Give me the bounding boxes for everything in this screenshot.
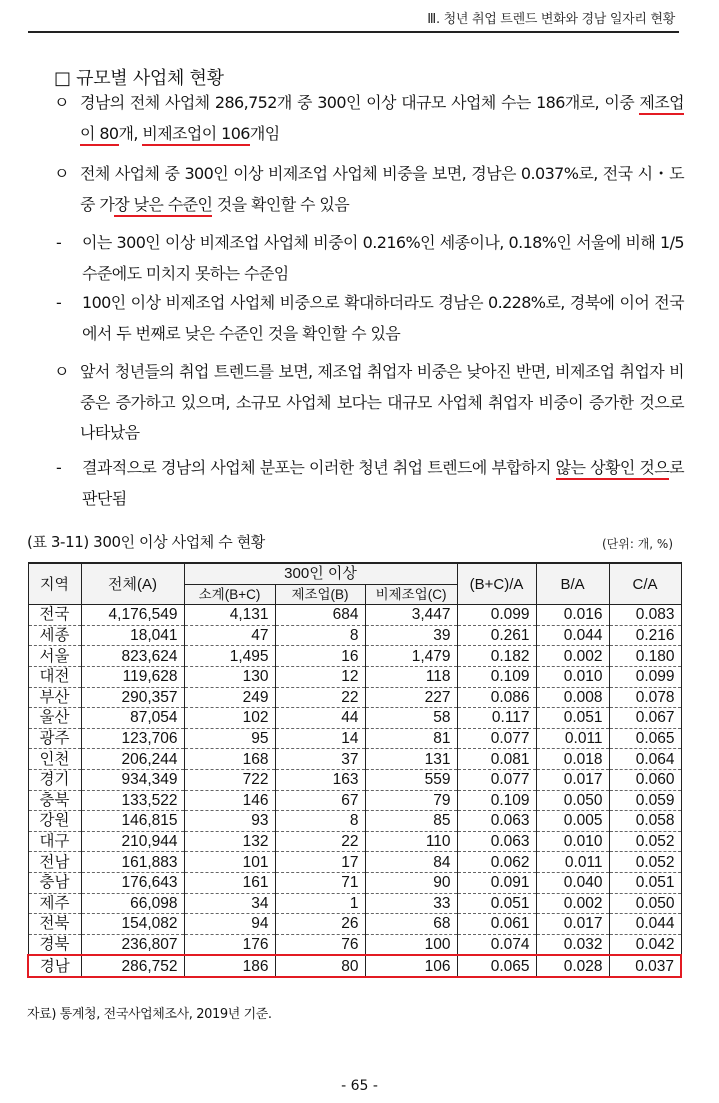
- table-cell: 0.011: [536, 728, 609, 749]
- header-total: 전체(A): [81, 563, 184, 605]
- text-segment: 결과적으로 경남의 사업체 분포는 이러한 청년 취업 트렌드에 부합하지: [82, 458, 556, 477]
- paragraph-5: [54, 357, 684, 449]
- table-cell: 0.216: [609, 625, 681, 646]
- table-cell: 0.058: [609, 811, 681, 832]
- table-row: [28, 749, 681, 770]
- table-cell: 93: [184, 811, 275, 832]
- table-cell: 132: [184, 831, 275, 852]
- table-cell: 146,815: [81, 811, 184, 832]
- paragraph-4: [56, 288, 684, 349]
- table-cell: 79: [365, 790, 457, 811]
- header-ratio-bc-a: (B+C)/A: [457, 563, 536, 605]
- table-cell: 37: [275, 749, 365, 770]
- table-cell: 0.050: [609, 893, 681, 914]
- table-cell: 0.077: [457, 728, 536, 749]
- running-header: Ⅲ. 청년 취업 트렌드 변화와 경남 일자리 현황: [427, 12, 675, 27]
- table-cell: 80: [275, 955, 365, 977]
- table-cell: 0.060: [609, 769, 681, 790]
- table-cell: 176,643: [81, 872, 184, 893]
- table-cell: 0.044: [536, 625, 609, 646]
- table-cell: 3,447: [365, 605, 457, 626]
- paragraph-1: [54, 88, 684, 149]
- table-cell: 0.261: [457, 625, 536, 646]
- table-cell-region: 전국: [28, 605, 81, 626]
- table-cell: 0.083: [609, 605, 681, 626]
- table-row: [28, 769, 681, 790]
- table-cell: 0.051: [457, 893, 536, 914]
- table-cell-region: 광주: [28, 728, 81, 749]
- table-cell: 290,357: [81, 687, 184, 708]
- table-cell: 161,883: [81, 852, 184, 873]
- table-row: [28, 790, 681, 811]
- table-cell: 0.067: [609, 708, 681, 729]
- table-cell: 0.180: [609, 646, 681, 667]
- text-segment: 것을 확인할 수 있음: [212, 194, 350, 214]
- table-cell: 236,807: [81, 934, 184, 955]
- paragraph-2: [54, 159, 684, 220]
- table-cell: 0.074: [457, 934, 536, 955]
- table-row: [28, 728, 681, 749]
- table-row: [28, 831, 681, 852]
- table-source: 자료) 통계청, 전국사업체조사, 2019년 기준.: [27, 1007, 272, 1022]
- table-cell: 8: [275, 811, 365, 832]
- table-cell: 934,349: [81, 769, 184, 790]
- table-cell: 102: [184, 708, 275, 729]
- table-cell: 0.063: [457, 831, 536, 852]
- table-cell: 0.182: [457, 646, 536, 667]
- paragraph-text: 이는 300인 이상 비제조업 사업체 비중이 0.216%인 세종이나, 0.18%인 서울에 비해 1/5 수준에도 미치지 못하는 수준임: [82, 233, 684, 283]
- red-underline-text: 제조업이 80: [80, 93, 684, 146]
- table-cell: 0.086: [457, 687, 536, 708]
- table-cell: 18,041: [81, 625, 184, 646]
- header-subtotal: 소계(B+C): [184, 584, 275, 605]
- table-cell: 130: [184, 666, 275, 687]
- red-underline-text: 않는 상황인 것으: [556, 458, 670, 480]
- table-cell: 0.091: [457, 872, 536, 893]
- table-cell: 1: [275, 893, 365, 914]
- table-cell: 4,176,549: [81, 605, 184, 626]
- table-cell-region: 충북: [28, 790, 81, 811]
- table-cell: 95: [184, 728, 275, 749]
- table-cell: 12: [275, 666, 365, 687]
- table-cell: 1,479: [365, 646, 457, 667]
- table-row: [28, 955, 681, 977]
- table-cell: 0.059: [609, 790, 681, 811]
- table-cell-region: 부산: [28, 687, 81, 708]
- table-cell: 33: [365, 893, 457, 914]
- table-cell: 0.109: [457, 666, 536, 687]
- table-cell: 0.002: [536, 646, 609, 667]
- text-segment: 로 판단됨: [82, 458, 685, 508]
- table-cell: 176: [184, 934, 275, 955]
- table-cell: 0.010: [536, 831, 609, 852]
- table-cell: 44: [275, 708, 365, 729]
- table-row: [28, 646, 681, 667]
- red-underline-text: 장 낮은 수준인: [114, 195, 212, 217]
- table-cell: 133,522: [81, 790, 184, 811]
- table-cell: 0.051: [536, 708, 609, 729]
- table-cell: 0.002: [536, 893, 609, 914]
- table-cell: 0.062: [457, 852, 536, 873]
- section-title: □ 규모별 사업체 현황: [54, 68, 224, 89]
- table-cell: 186: [184, 955, 275, 977]
- table-cell: 0.078: [609, 687, 681, 708]
- table-cell: 0.017: [536, 914, 609, 935]
- table-row: [28, 666, 681, 687]
- table-cell-region: 대전: [28, 666, 81, 687]
- table-cell: 0.077: [457, 769, 536, 790]
- table-cell: 67: [275, 790, 365, 811]
- table-cell: 0.037: [609, 955, 681, 977]
- table-cell: 206,244: [81, 749, 184, 770]
- table-cell: 119,628: [81, 666, 184, 687]
- table-cell: 0.040: [536, 872, 609, 893]
- text-segment: 전체 사업체 중 300인 이상 비제조업 사업체 비중을 보면, 경남은 0.037%로, 전국 시・도 중 가: [80, 164, 684, 214]
- table-row: [28, 625, 681, 646]
- table-row: [28, 811, 681, 832]
- paragraph-text: [82, 453, 684, 514]
- paragraph-text: 100인 이상 비제조업 사업체 비중으로 확대하더라도 경남은 0.228%로, 경북에 이어 전국에서 두 번째로 낮은 수준인 것을 확인할 수 있음: [82, 293, 684, 343]
- table-cell: 100: [365, 934, 457, 955]
- table-cell: 0.032: [536, 934, 609, 955]
- table-caption: (표 3-11) 300인 이상 사업체 수 현황: [27, 533, 265, 551]
- table-row: [28, 852, 681, 873]
- text-segment: 개임: [249, 123, 280, 143]
- table-cell: 4,131: [184, 605, 275, 626]
- table-cell: 0.016: [536, 605, 609, 626]
- table-cell: 286,752: [81, 955, 184, 977]
- table-cell: 123,706: [81, 728, 184, 749]
- table-cell: 14: [275, 728, 365, 749]
- table-cell: 22: [275, 687, 365, 708]
- header-non-manufacturing: 비제조업(C): [365, 584, 457, 605]
- table-row: [28, 605, 681, 626]
- table-unit: (단위: 개, %): [601, 537, 673, 551]
- header-ratio-b-a: B/A: [536, 563, 609, 605]
- dash-bullet: -: [56, 293, 62, 312]
- table-cell: 26: [275, 914, 365, 935]
- table-cell: 210,944: [81, 831, 184, 852]
- table-cell-region: 전북: [28, 914, 81, 935]
- table-cell: 94: [184, 914, 275, 935]
- header-region: 지역: [28, 563, 81, 605]
- table-cell: 0.081: [457, 749, 536, 770]
- table-cell: 71: [275, 872, 365, 893]
- red-underline-text: 비제조업이 106: [142, 124, 250, 146]
- table-cell-region: 인천: [28, 749, 81, 770]
- circle-bullet: ㅇ: [54, 164, 69, 183]
- table-cell: 81: [365, 728, 457, 749]
- table-cell: 58: [365, 708, 457, 729]
- table-cell: 47: [184, 625, 275, 646]
- table-cell: 684: [275, 605, 365, 626]
- table-cell: 0.099: [457, 605, 536, 626]
- paragraph-text: 앞서 청년들의 취업 트렌드를 보면, 제조업 취업자 비중은 낮아진 반면, 비제조업 취업자 비중은 증가하고 있으며, 소규모 사업체 보다는 대규모 사업체 취업자 비중이 증가한 것으로 나타났음: [80, 362, 684, 442]
- table-cell: 0.099: [609, 666, 681, 687]
- table-cell: 0.064: [609, 749, 681, 770]
- text-segment: 개,: [118, 123, 143, 143]
- table-cell: 154,082: [81, 914, 184, 935]
- circle-bullet: ㅇ: [54, 93, 69, 112]
- header-rule: [28, 31, 679, 33]
- table-cell: 168: [184, 749, 275, 770]
- table-cell: 110: [365, 831, 457, 852]
- table-row: [28, 914, 681, 935]
- table-cell-region: 경북: [28, 934, 81, 955]
- table-cell: 0.005: [536, 811, 609, 832]
- paragraph-3: [56, 228, 684, 289]
- table-cell: 8: [275, 625, 365, 646]
- header-300-plus: 300인 이상: [184, 563, 457, 584]
- table-cell: 0.065: [457, 955, 536, 977]
- table-row: [28, 893, 681, 914]
- table-cell: 101: [184, 852, 275, 873]
- table-cell-region: 서울: [28, 646, 81, 667]
- table-cell: 66,098: [81, 893, 184, 914]
- table-cell: 0.109: [457, 790, 536, 811]
- table-cell: 68: [365, 914, 457, 935]
- table-cell: 118: [365, 666, 457, 687]
- table-cell: 0.044: [609, 914, 681, 935]
- table-cell: 1,495: [184, 646, 275, 667]
- table-cell: 17: [275, 852, 365, 873]
- table-cell: 0.042: [609, 934, 681, 955]
- table-cell: 0.008: [536, 687, 609, 708]
- table-cell: 0.011: [536, 852, 609, 873]
- paragraph-6: [56, 453, 684, 514]
- table-cell: 0.117: [457, 708, 536, 729]
- table-cell: 0.051: [609, 872, 681, 893]
- table-cell-region: 충남: [28, 872, 81, 893]
- table-cell: 106: [365, 955, 457, 977]
- table-row: [28, 872, 681, 893]
- table-cell: 76: [275, 934, 365, 955]
- table-cell: 22: [275, 831, 365, 852]
- table-cell: 161: [184, 872, 275, 893]
- table-cell: 87,054: [81, 708, 184, 729]
- table-cell: 0.063: [457, 811, 536, 832]
- table-cell: 163: [275, 769, 365, 790]
- dash-bullet: -: [56, 458, 62, 477]
- table-cell-region: 전남: [28, 852, 81, 873]
- table-cell: 146: [184, 790, 275, 811]
- table-cell: 90: [365, 872, 457, 893]
- table-cell-region: 제주: [28, 893, 81, 914]
- page-number: - 65 -: [341, 1078, 378, 1094]
- table-cell: 0.065: [609, 728, 681, 749]
- table-cell: 559: [365, 769, 457, 790]
- table-cell-region: 강원: [28, 811, 81, 832]
- table-cell-region: 대구: [28, 831, 81, 852]
- table-cell: 0.061: [457, 914, 536, 935]
- header-manufacturing: 제조업(B): [275, 584, 365, 605]
- table-cell: 0.050: [536, 790, 609, 811]
- table-row: [28, 934, 681, 955]
- table-cell: 0.010: [536, 666, 609, 687]
- table-cell: 0.018: [536, 749, 609, 770]
- table-cell: 85: [365, 811, 457, 832]
- paragraph-text: [80, 159, 684, 220]
- table-cell: 0.028: [536, 955, 609, 977]
- table-row: [28, 687, 681, 708]
- table-cell-region: 경기: [28, 769, 81, 790]
- header-ratio-c-a: C/A: [609, 563, 681, 605]
- table-cell: 84: [365, 852, 457, 873]
- text-segment: 경남의 전체 사업체 286,752개 중 300인 이상 대규모 사업체 수는 186개로, 이중: [80, 93, 640, 112]
- table-cell: 0.052: [609, 852, 681, 873]
- circle-bullet: ㅇ: [54, 362, 69, 381]
- table-cell: 34: [184, 893, 275, 914]
- table-cell-region: 경남: [28, 955, 81, 977]
- table-cell: 823,624: [81, 646, 184, 667]
- paragraph-text: [80, 88, 684, 149]
- table-cell-region: 울산: [28, 708, 81, 729]
- table-cell: 249: [184, 687, 275, 708]
- table-cell: 131: [365, 749, 457, 770]
- table-cell: 0.017: [536, 769, 609, 790]
- table-cell-region: 세종: [28, 625, 81, 646]
- business-count-table: [27, 562, 682, 978]
- dash-bullet: -: [56, 233, 62, 252]
- table-row: [28, 708, 681, 729]
- table-cell: 16: [275, 646, 365, 667]
- table-cell: 722: [184, 769, 275, 790]
- table-cell: 0.052: [609, 831, 681, 852]
- table-cell: 227: [365, 687, 457, 708]
- table-cell: 39: [365, 625, 457, 646]
